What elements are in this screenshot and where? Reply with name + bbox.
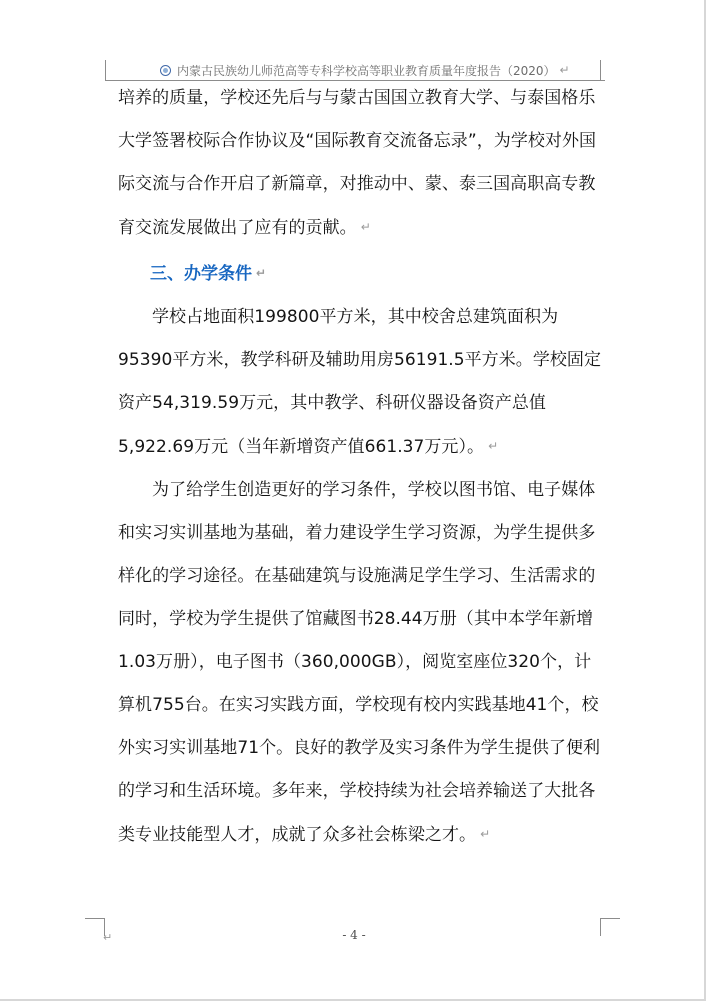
paragraph-mark-icon: ↵ xyxy=(256,266,267,280)
school-logo-icon xyxy=(160,65,171,76)
header-title: 内蒙古民族幼儿师范高等专科学校高等职业教育质量年度报告（2020） xyxy=(177,63,556,78)
paragraph-campus-assets xyxy=(118,296,608,469)
paragraph-intl-cooperation xyxy=(118,77,608,250)
paragraph-mark-icon: ↵ xyxy=(480,827,491,841)
paragraph-mark-icon: ↵ xyxy=(488,439,499,453)
footer-right-corner-mark xyxy=(600,918,620,919)
paragraph-learning-resources xyxy=(118,469,608,857)
section-title: 三、办学条件 xyxy=(150,264,252,284)
paragraph-text: 培养的质量，学校还先后与与蒙古国国立教育大学、与泰国格乐大学签署校际合作协议及“国际教育交流备忘录”，为学校对外国际交流与合作开启了新篇章，对推动中、蒙、泰三国高职高专教育交流发展做出了应有的贡献。 xyxy=(118,88,597,238)
paragraph-mark-icon: ↵ xyxy=(559,63,570,77)
paragraph-mark-icon: ↵ xyxy=(360,220,371,234)
paragraph-text: 学校占地面积199800平方米，其中校舍总建筑面积为95390平方米，教学科研及辅助用房56191.5平方米。学校固定资产54,319.59万元，其中教学、科研仪器设备资产总值5,922.69万元（当年新增资产值661.37万元）。 xyxy=(118,307,602,457)
footer-left-corner-mark xyxy=(85,918,105,919)
document-body xyxy=(118,77,608,857)
paragraph-text: 为了给学生创造更好的学习条件，学校以图书馆、电子媒体和实习实训基地为基础，着力建设学生学习资源，为学生提供多样化的学习途径。在基础建筑与设施满足学生学习、生活需求的同时，学校为学生提供了馆藏图书28.44万册（其中本学年新增1.03万册），电子图书（360,000GB），阅览室座位320个，计算机755台。在实习实践方面，学校现有校内实践基地41个，校外实习实训基地71个。良好的教学及实习条件为学生提供了便利的学习和生活环境。多年来，学校持续为社会培养输送了大批各类专业技能型人才，成就了众多社会栋梁之才。 xyxy=(118,480,601,845)
page-number: - 4 - xyxy=(342,928,366,942)
header-left-mark xyxy=(105,60,106,80)
section-heading xyxy=(118,252,608,296)
paragraph-mark-icon: ↵ xyxy=(103,931,113,944)
